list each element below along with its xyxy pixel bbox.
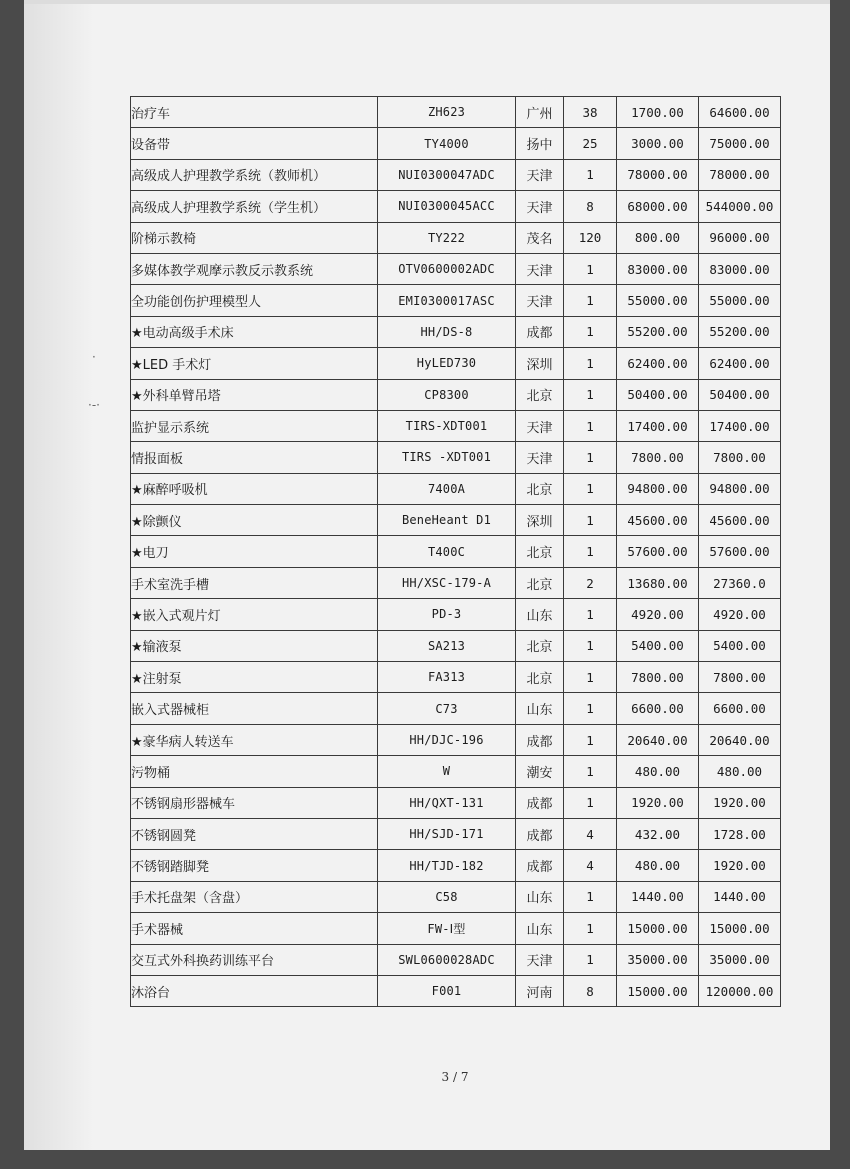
total-price-cell: 7800.00 <box>699 662 781 693</box>
page-top-edge <box>24 0 830 4</box>
item-name-cell: ★注射泵 <box>131 662 378 693</box>
table-row <box>131 850 781 881</box>
unit-price-cell: 35000.00 <box>617 944 699 975</box>
model-cell: OTV0600002ADC <box>378 253 516 284</box>
quantity-cell: 1 <box>564 662 617 693</box>
unit-price-cell: 800.00 <box>617 222 699 253</box>
total-price-cell: 1920.00 <box>699 850 781 881</box>
table-row <box>131 662 781 693</box>
unit-price-cell: 94800.00 <box>617 473 699 504</box>
total-price-cell: 64600.00 <box>699 97 781 128</box>
table-row <box>131 97 781 128</box>
model-cell: TY222 <box>378 222 516 253</box>
item-name-cell: 不锈钢扇形器械车 <box>131 787 378 818</box>
quantity-cell: 1 <box>564 787 617 818</box>
unit-price-cell: 13680.00 <box>617 567 699 598</box>
origin-cell: 山东 <box>516 693 564 724</box>
total-price-cell: 17400.00 <box>699 410 781 441</box>
origin-cell: 天津 <box>516 253 564 284</box>
total-price-cell: 55000.00 <box>699 285 781 316</box>
total-price-cell: 1440.00 <box>699 881 781 912</box>
quantity-cell: 1 <box>564 599 617 630</box>
model-cell: HH/DJC-196 <box>378 724 516 755</box>
origin-cell: 北京 <box>516 536 564 567</box>
table-row <box>131 787 781 818</box>
origin-cell: 成都 <box>516 724 564 755</box>
total-price-cell: 15000.00 <box>699 913 781 944</box>
quantity-cell: 4 <box>564 850 617 881</box>
quantity-cell: 38 <box>564 97 617 128</box>
unit-price-cell: 20640.00 <box>617 724 699 755</box>
item-name-cell: 沐浴台 <box>131 975 378 1006</box>
unit-price-cell: 78000.00 <box>617 159 699 190</box>
table-row <box>131 505 781 536</box>
table-row <box>131 191 781 222</box>
quantity-cell: 1 <box>564 724 617 755</box>
quantity-cell: 1 <box>564 159 617 190</box>
item-name-cell: ★输液泵 <box>131 630 378 661</box>
table-row <box>131 913 781 944</box>
item-name-cell: ★麻醉呼吸机 <box>131 473 378 504</box>
unit-price-cell: 83000.00 <box>617 253 699 284</box>
origin-cell: 山东 <box>516 881 564 912</box>
item-name-cell: 不锈钢圆凳 <box>131 818 378 849</box>
origin-cell: 天津 <box>516 285 564 316</box>
table-row <box>131 567 781 598</box>
model-cell: 7400A <box>378 473 516 504</box>
unit-price-cell: 1920.00 <box>617 787 699 818</box>
origin-cell: 山东 <box>516 913 564 944</box>
page-number: 3 / 7 <box>441 1070 469 1084</box>
table-row <box>131 379 781 410</box>
quantity-cell: 4 <box>564 818 617 849</box>
model-cell: T400C <box>378 536 516 567</box>
model-cell: HH/DS-8 <box>378 316 516 347</box>
item-name-cell: 阶梯示教椅 <box>131 222 378 253</box>
model-cell: F001 <box>378 975 516 1006</box>
table-row <box>131 693 781 724</box>
origin-cell: 成都 <box>516 316 564 347</box>
table-row <box>131 253 781 284</box>
model-cell: ZH623 <box>378 97 516 128</box>
table-row <box>131 975 781 1006</box>
model-cell: NUI0300047ADC <box>378 159 516 190</box>
table-row <box>131 536 781 567</box>
unit-price-cell: 7800.00 <box>617 442 699 473</box>
origin-cell: 北京 <box>516 630 564 661</box>
unit-price-cell: 55200.00 <box>617 316 699 347</box>
origin-cell: 山东 <box>516 599 564 630</box>
model-cell: NUI0300045ACC <box>378 191 516 222</box>
origin-cell: 成都 <box>516 850 564 881</box>
origin-cell: 天津 <box>516 191 564 222</box>
item-name-cell: 交互式外科换药训练平台 <box>131 944 378 975</box>
page-shadow <box>24 0 94 1150</box>
total-price-cell: 50400.00 <box>699 379 781 410</box>
model-cell: PD-3 <box>378 599 516 630</box>
unit-price-cell: 62400.00 <box>617 348 699 379</box>
model-cell: C58 <box>378 881 516 912</box>
item-name-cell: 手术室洗手槽 <box>131 567 378 598</box>
quantity-cell: 120 <box>564 222 617 253</box>
origin-cell: 北京 <box>516 379 564 410</box>
item-name-cell: ★豪华病人转送车 <box>131 724 378 755</box>
unit-price-cell: 15000.00 <box>617 975 699 1006</box>
unit-price-cell: 17400.00 <box>617 410 699 441</box>
quantity-cell: 25 <box>564 128 617 159</box>
model-cell: FW-Ⅰ型 <box>378 913 516 944</box>
item-name-cell: 情报面板 <box>131 442 378 473</box>
total-price-cell: 94800.00 <box>699 473 781 504</box>
model-cell: BeneHeant D1 <box>378 505 516 536</box>
item-name-cell: ★电动高级手术床 <box>131 316 378 347</box>
total-price-cell: 78000.00 <box>699 159 781 190</box>
origin-cell: 北京 <box>516 567 564 598</box>
item-name-cell: 手术托盘架（含盘） <box>131 881 378 912</box>
total-price-cell: 75000.00 <box>699 128 781 159</box>
total-price-cell: 83000.00 <box>699 253 781 284</box>
total-price-cell: 5400.00 <box>699 630 781 661</box>
total-price-cell: 62400.00 <box>699 348 781 379</box>
table-row <box>131 724 781 755</box>
quantity-cell: 1 <box>564 630 617 661</box>
origin-cell: 扬中 <box>516 128 564 159</box>
model-cell: FA313 <box>378 662 516 693</box>
total-price-cell: 45600.00 <box>699 505 781 536</box>
item-name-cell: 高级成人护理教学系统（学生机） <box>131 191 378 222</box>
unit-price-cell: 432.00 <box>617 818 699 849</box>
quantity-cell: 2 <box>564 567 617 598</box>
origin-cell: 天津 <box>516 159 564 190</box>
quantity-cell: 1 <box>564 442 617 473</box>
quantity-cell: 1 <box>564 881 617 912</box>
model-cell: HH/XSC-179-A <box>378 567 516 598</box>
origin-cell: 潮安 <box>516 756 564 787</box>
total-price-cell: 4920.00 <box>699 599 781 630</box>
model-cell: HH/QXT-131 <box>378 787 516 818</box>
unit-price-cell: 480.00 <box>617 756 699 787</box>
origin-cell: 成都 <box>516 818 564 849</box>
total-price-cell: 96000.00 <box>699 222 781 253</box>
item-name-cell: 不锈钢踏脚凳 <box>131 850 378 881</box>
item-name-cell: ★除颤仪 <box>131 505 378 536</box>
table-row <box>131 881 781 912</box>
table-row <box>131 599 781 630</box>
table-row <box>131 410 781 441</box>
quantity-cell: 1 <box>564 536 617 567</box>
table-row <box>131 159 781 190</box>
model-cell: HH/SJD-171 <box>378 818 516 849</box>
model-cell: HH/TJD-182 <box>378 850 516 881</box>
model-cell: TIRS -XDT001 <box>378 442 516 473</box>
table-row <box>131 222 781 253</box>
total-price-cell: 27360.0 <box>699 567 781 598</box>
item-name-cell: 高级成人护理教学系统（教师机） <box>131 159 378 190</box>
total-price-cell: 35000.00 <box>699 944 781 975</box>
unit-price-cell: 15000.00 <box>617 913 699 944</box>
table-row <box>131 630 781 661</box>
quantity-cell: 1 <box>564 348 617 379</box>
unit-price-cell: 6600.00 <box>617 693 699 724</box>
unit-price-cell: 5400.00 <box>617 630 699 661</box>
equipment-table <box>130 96 781 1007</box>
origin-cell: 茂名 <box>516 222 564 253</box>
table-row <box>131 316 781 347</box>
unit-price-cell: 57600.00 <box>617 536 699 567</box>
item-name-cell: 治疗车 <box>131 97 378 128</box>
quantity-cell: 1 <box>564 505 617 536</box>
unit-price-cell: 3000.00 <box>617 128 699 159</box>
total-price-cell: 480.00 <box>699 756 781 787</box>
total-price-cell: 20640.00 <box>699 724 781 755</box>
unit-price-cell: 7800.00 <box>617 662 699 693</box>
unit-price-cell: 50400.00 <box>617 379 699 410</box>
model-cell: HyLED730 <box>378 348 516 379</box>
item-name-cell: 多媒体教学观摩示教反示教系统 <box>131 253 378 284</box>
table-row <box>131 818 781 849</box>
equipment-table-body <box>131 97 781 1007</box>
item-name-cell: ★外科单臂吊塔 <box>131 379 378 410</box>
origin-cell: 天津 <box>516 410 564 441</box>
quantity-cell: 1 <box>564 944 617 975</box>
item-name-cell: 全功能创伤护理模型人 <box>131 285 378 316</box>
quantity-cell: 8 <box>564 975 617 1006</box>
origin-cell: 天津 <box>516 944 564 975</box>
item-name-cell: 监护显示系统 <box>131 410 378 441</box>
total-price-cell: 1728.00 <box>699 818 781 849</box>
model-cell: W <box>378 756 516 787</box>
quantity-cell: 1 <box>564 693 617 724</box>
quantity-cell: 8 <box>564 191 617 222</box>
quantity-cell: 1 <box>564 410 617 441</box>
total-price-cell: 6600.00 <box>699 693 781 724</box>
table-row <box>131 944 781 975</box>
quantity-cell: 1 <box>564 379 617 410</box>
origin-cell: 北京 <box>516 473 564 504</box>
origin-cell: 广州 <box>516 97 564 128</box>
total-price-cell: 57600.00 <box>699 536 781 567</box>
table-row <box>131 128 781 159</box>
model-cell: C73 <box>378 693 516 724</box>
model-cell: SWL0600028ADC <box>378 944 516 975</box>
quantity-cell: 1 <box>564 473 617 504</box>
item-name-cell: 手术器械 <box>131 913 378 944</box>
margin-scan-mark: ·-· <box>88 398 100 412</box>
origin-cell: 成都 <box>516 787 564 818</box>
quantity-cell: 1 <box>564 253 617 284</box>
quantity-cell: 1 <box>564 285 617 316</box>
item-name-cell: ★嵌入式观片灯 <box>131 599 378 630</box>
model-cell: TIRS-XDT001 <box>378 410 516 441</box>
table-row <box>131 442 781 473</box>
unit-price-cell: 1440.00 <box>617 881 699 912</box>
total-price-cell: 1920.00 <box>699 787 781 818</box>
total-price-cell: 55200.00 <box>699 316 781 347</box>
unit-price-cell: 68000.00 <box>617 191 699 222</box>
item-name-cell: ★LED 手术灯 <box>131 348 378 379</box>
total-price-cell: 120000.00 <box>699 975 781 1006</box>
table-row <box>131 348 781 379</box>
total-price-cell: 544000.00 <box>699 191 781 222</box>
origin-cell: 河南 <box>516 975 564 1006</box>
total-price-cell: 7800.00 <box>699 442 781 473</box>
origin-cell: 天津 <box>516 442 564 473</box>
table-row <box>131 756 781 787</box>
unit-price-cell: 55000.00 <box>617 285 699 316</box>
table-row <box>131 285 781 316</box>
quantity-cell: 1 <box>564 316 617 347</box>
model-cell: TY4000 <box>378 128 516 159</box>
quantity-cell: 1 <box>564 913 617 944</box>
margin-scan-mark: · <box>92 350 96 364</box>
origin-cell: 深圳 <box>516 505 564 536</box>
model-cell: SA213 <box>378 630 516 661</box>
unit-price-cell: 4920.00 <box>617 599 699 630</box>
quantity-cell: 1 <box>564 756 617 787</box>
unit-price-cell: 480.00 <box>617 850 699 881</box>
item-name-cell: 污物桶 <box>131 756 378 787</box>
model-cell: EMI0300017ASC <box>378 285 516 316</box>
item-name-cell: 设备带 <box>131 128 378 159</box>
table-row <box>131 473 781 504</box>
item-name-cell: ★电刀 <box>131 536 378 567</box>
item-name-cell: 嵌入式器械柜 <box>131 693 378 724</box>
origin-cell: 北京 <box>516 662 564 693</box>
model-cell: CP8300 <box>378 379 516 410</box>
unit-price-cell: 45600.00 <box>617 505 699 536</box>
origin-cell: 深圳 <box>516 348 564 379</box>
unit-price-cell: 1700.00 <box>617 97 699 128</box>
